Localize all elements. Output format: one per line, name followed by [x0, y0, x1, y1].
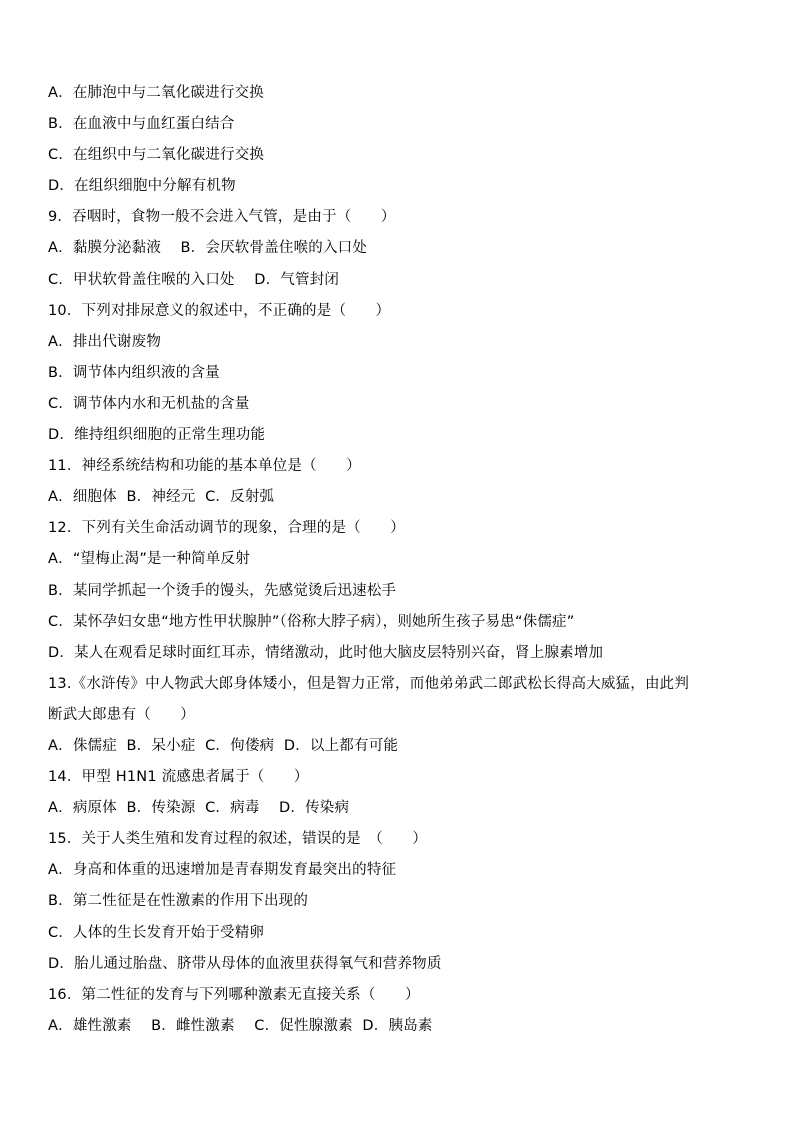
- option-line: D．某人在观看足球时面红耳赤，情绪激动，此时他大脑皮层特别兴奋，肾上腺素增加: [48, 644, 604, 661]
- option-line: A．黏膜分泌黏液 B．会厌软骨盖住喉的入口处: [48, 240, 368, 257]
- option-line: B．某同学抓起一个烫手的馒头，先感觉烫后迅速松手: [48, 582, 397, 599]
- option-line: C．甲状软骨盖住喉的入口处 D．气管封闭: [48, 271, 340, 288]
- option-line: D．在组织细胞中分解有机物: [48, 178, 236, 195]
- option-line: A．在肺泡中与二氧化碳进行交换: [48, 85, 264, 101]
- option-line: C．在组织中与二氧化碳进行交换: [48, 147, 265, 164]
- option-line: C．调节体内水和无机盐的含量: [48, 395, 250, 412]
- option-line: C．某怀孕妇女患“地方性甲状腺肿”（俗称大脖子病），则她所生孩子易患“侏儒症”: [48, 613, 575, 630]
- option-line: A．排出代谢废物: [48, 333, 162, 350]
- option-line: C．人体的生长发育开始于受精卵: [48, 924, 265, 941]
- option-line: B．第二性征是在性激素的作用下出现的: [48, 893, 309, 910]
- option-line: A．身高和体重的迅速增加是青春期发育最突出的特征: [48, 862, 397, 879]
- question-13: 13.《水浒传》中人物武大郎身体矮小，但是智力正常，而他弟弟武二郎武松长得高大威猛，由此判: [48, 675, 690, 692]
- option-line: A．雄性激素 B．雌性激素 C．促性腺激素 D．胰岛素: [48, 1017, 433, 1034]
- question-16: 16．第二性征的发育与下列哪种激素无直接关系（ ）: [48, 986, 420, 1003]
- question-9: 9．吞咽时，食物一般不会进入气管，是由于（ ）: [48, 209, 396, 226]
- question-11: 11．神经系统结构和功能的基本单位是（ ）: [48, 458, 361, 475]
- option-line: A．“望梅止渴”是一种简单反射: [48, 551, 250, 568]
- question-14: 14．甲型 H1N1 流感患者属于（ ）: [48, 769, 309, 786]
- question-10: 10．下列对排尿意义的叙述中，不正确的是（ ）: [48, 302, 391, 319]
- option-line: A．细胞体 B．神经元 C．反射弧: [48, 489, 275, 506]
- option-line: A．病原体 B．传染源 C．病毒 D．传染病: [48, 800, 350, 817]
- option-line: A．侏儒症 B．呆小症 C．佝偻病 D．以上都有可能: [48, 737, 399, 754]
- question-15: 15．关于人类生殖和发育过程的叙述，错误的是 （ ）: [48, 831, 428, 848]
- option-line: D．维持组织细胞的正常生理功能: [48, 427, 266, 444]
- option-line: B．调节体内组织液的含量: [48, 364, 220, 381]
- option-line: D．胎儿通过胎盘、脐带从母体的血液里获得氧气和营养物质: [48, 955, 442, 972]
- question-list: [48, 78, 758, 1042]
- question-13-continued: 断武大郎患有（ ）: [48, 706, 195, 723]
- question-12: 12．下列有关生命活动调节的现象，合理的是（ ）: [48, 520, 405, 537]
- option-line: B．在血液中与血红蛋白结合: [48, 116, 235, 133]
